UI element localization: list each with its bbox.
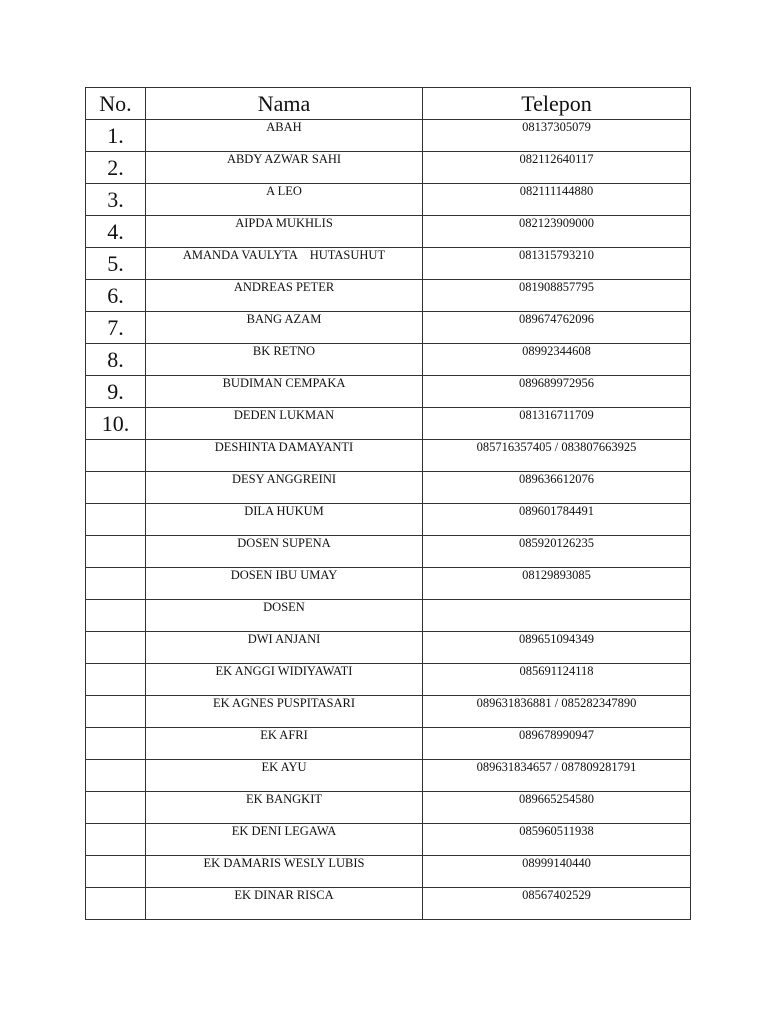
- table-row: [86, 344, 691, 376]
- table-row: [86, 440, 691, 472]
- row-number: 9.: [86, 376, 146, 408]
- contact-phone: 089631836881 / 085282347890: [423, 696, 691, 728]
- row-number: [86, 472, 146, 504]
- row-number: [86, 632, 146, 664]
- contact-name: BANG AZAM: [146, 312, 423, 344]
- row-number: [86, 664, 146, 696]
- table-row: [86, 888, 691, 920]
- contact-phone: 08999140440: [423, 856, 691, 888]
- contact-phone: 085920126235: [423, 536, 691, 568]
- contact-phone: [423, 600, 691, 632]
- contact-name: DESY ANGGREINI: [146, 472, 423, 504]
- contact-phone: 089678990947: [423, 728, 691, 760]
- table-row: [86, 600, 691, 632]
- contact-phone: 082123909000: [423, 216, 691, 248]
- table-row: [86, 280, 691, 312]
- contact-phone: 089689972956: [423, 376, 691, 408]
- table-row: [86, 568, 691, 600]
- contact-name: ABDY AZWAR SAHI: [146, 152, 423, 184]
- row-number: [86, 824, 146, 856]
- contact-phone: 089665254580: [423, 792, 691, 824]
- contact-phone: 089651094349: [423, 632, 691, 664]
- row-number: [86, 600, 146, 632]
- row-number: 1.: [86, 120, 146, 152]
- row-number: 8.: [86, 344, 146, 376]
- table-row: [86, 312, 691, 344]
- contact-phone: 089601784491: [423, 504, 691, 536]
- row-number: [86, 760, 146, 792]
- row-number: [86, 504, 146, 536]
- table-row: [86, 472, 691, 504]
- table-row: [86, 824, 691, 856]
- row-number: 10.: [86, 408, 146, 440]
- table-row: [86, 728, 691, 760]
- contact-name: DEDEN LUKMAN: [146, 408, 423, 440]
- table-row: [86, 760, 691, 792]
- table-row: [86, 856, 691, 888]
- contact-name: DWI ANJANI: [146, 632, 423, 664]
- contact-name: BUDIMAN CEMPAKA: [146, 376, 423, 408]
- row-number: [86, 568, 146, 600]
- contact-name: A LEO: [146, 184, 423, 216]
- contact-name: EK DENI LEGAWA: [146, 824, 423, 856]
- row-number: [86, 696, 146, 728]
- contact-phone: 085960511938: [423, 824, 691, 856]
- row-number: [86, 888, 146, 920]
- table-row: [86, 248, 691, 280]
- table-header-row: [86, 88, 691, 120]
- contact-name: DOSEN SUPENA: [146, 536, 423, 568]
- row-number: 3.: [86, 184, 146, 216]
- table-row: [86, 536, 691, 568]
- row-number: [86, 536, 146, 568]
- header-name: Nama: [146, 88, 423, 120]
- row-number: 4.: [86, 216, 146, 248]
- row-number: [86, 440, 146, 472]
- row-number: [86, 728, 146, 760]
- table-row: [86, 792, 691, 824]
- contact-phone: 085716357405 / 083807663925: [423, 440, 691, 472]
- contact-name: ANDREAS PETER: [146, 280, 423, 312]
- table-row: [86, 216, 691, 248]
- contact-name: AMANDA VAULYTA HUTASUHUT: [146, 248, 423, 280]
- contact-phone: 08992344608: [423, 344, 691, 376]
- contacts-table: [85, 87, 691, 920]
- table-row: [86, 632, 691, 664]
- table-row: [86, 184, 691, 216]
- contact-name: EK AFRI: [146, 728, 423, 760]
- contact-name: EK DAMARIS WESLY LUBIS: [146, 856, 423, 888]
- contact-name: DESHINTA DAMAYANTI: [146, 440, 423, 472]
- contact-name: AIPDA MUKHLIS: [146, 216, 423, 248]
- contact-name: DOSEN IBU UMAY: [146, 568, 423, 600]
- table-row: [86, 504, 691, 536]
- contact-name: DOSEN: [146, 600, 423, 632]
- header-phone: Telepon: [423, 88, 691, 120]
- contact-phone: 089636612076: [423, 472, 691, 504]
- contact-name: DILA HUKUM: [146, 504, 423, 536]
- contact-phone: 081316711709: [423, 408, 691, 440]
- contact-phone: 082111144880: [423, 184, 691, 216]
- row-number: 2.: [86, 152, 146, 184]
- row-number: [86, 856, 146, 888]
- table-row: [86, 152, 691, 184]
- table-row: [86, 120, 691, 152]
- contact-name: ABAH: [146, 120, 423, 152]
- row-number: [86, 792, 146, 824]
- row-number: 5.: [86, 248, 146, 280]
- contact-name: EK BANGKIT: [146, 792, 423, 824]
- contact-phone: 08129893085: [423, 568, 691, 600]
- contact-phone: 081908857795: [423, 280, 691, 312]
- contact-name: BK RETNO: [146, 344, 423, 376]
- contact-phone: 089674762096: [423, 312, 691, 344]
- contact-name: EK DINAR RISCA: [146, 888, 423, 920]
- table-row: [86, 376, 691, 408]
- contact-phone: 089631834657 / 087809281791: [423, 760, 691, 792]
- contact-phone: 081315793210: [423, 248, 691, 280]
- contact-name: EK ANGGI WIDIYAWATI: [146, 664, 423, 696]
- table-body: [86, 120, 691, 920]
- table-row: [86, 664, 691, 696]
- contact-phone: 082112640117: [423, 152, 691, 184]
- row-number: 6.: [86, 280, 146, 312]
- table-row: [86, 696, 691, 728]
- contact-phone: 08567402529: [423, 888, 691, 920]
- contact-name: EK AGNES PUSPITASARI: [146, 696, 423, 728]
- contact-phone: 085691124118: [423, 664, 691, 696]
- contact-phone: 08137305079: [423, 120, 691, 152]
- contact-name: EK AYU: [146, 760, 423, 792]
- table-row: [86, 408, 691, 440]
- row-number: 7.: [86, 312, 146, 344]
- header-no: No.: [86, 88, 146, 120]
